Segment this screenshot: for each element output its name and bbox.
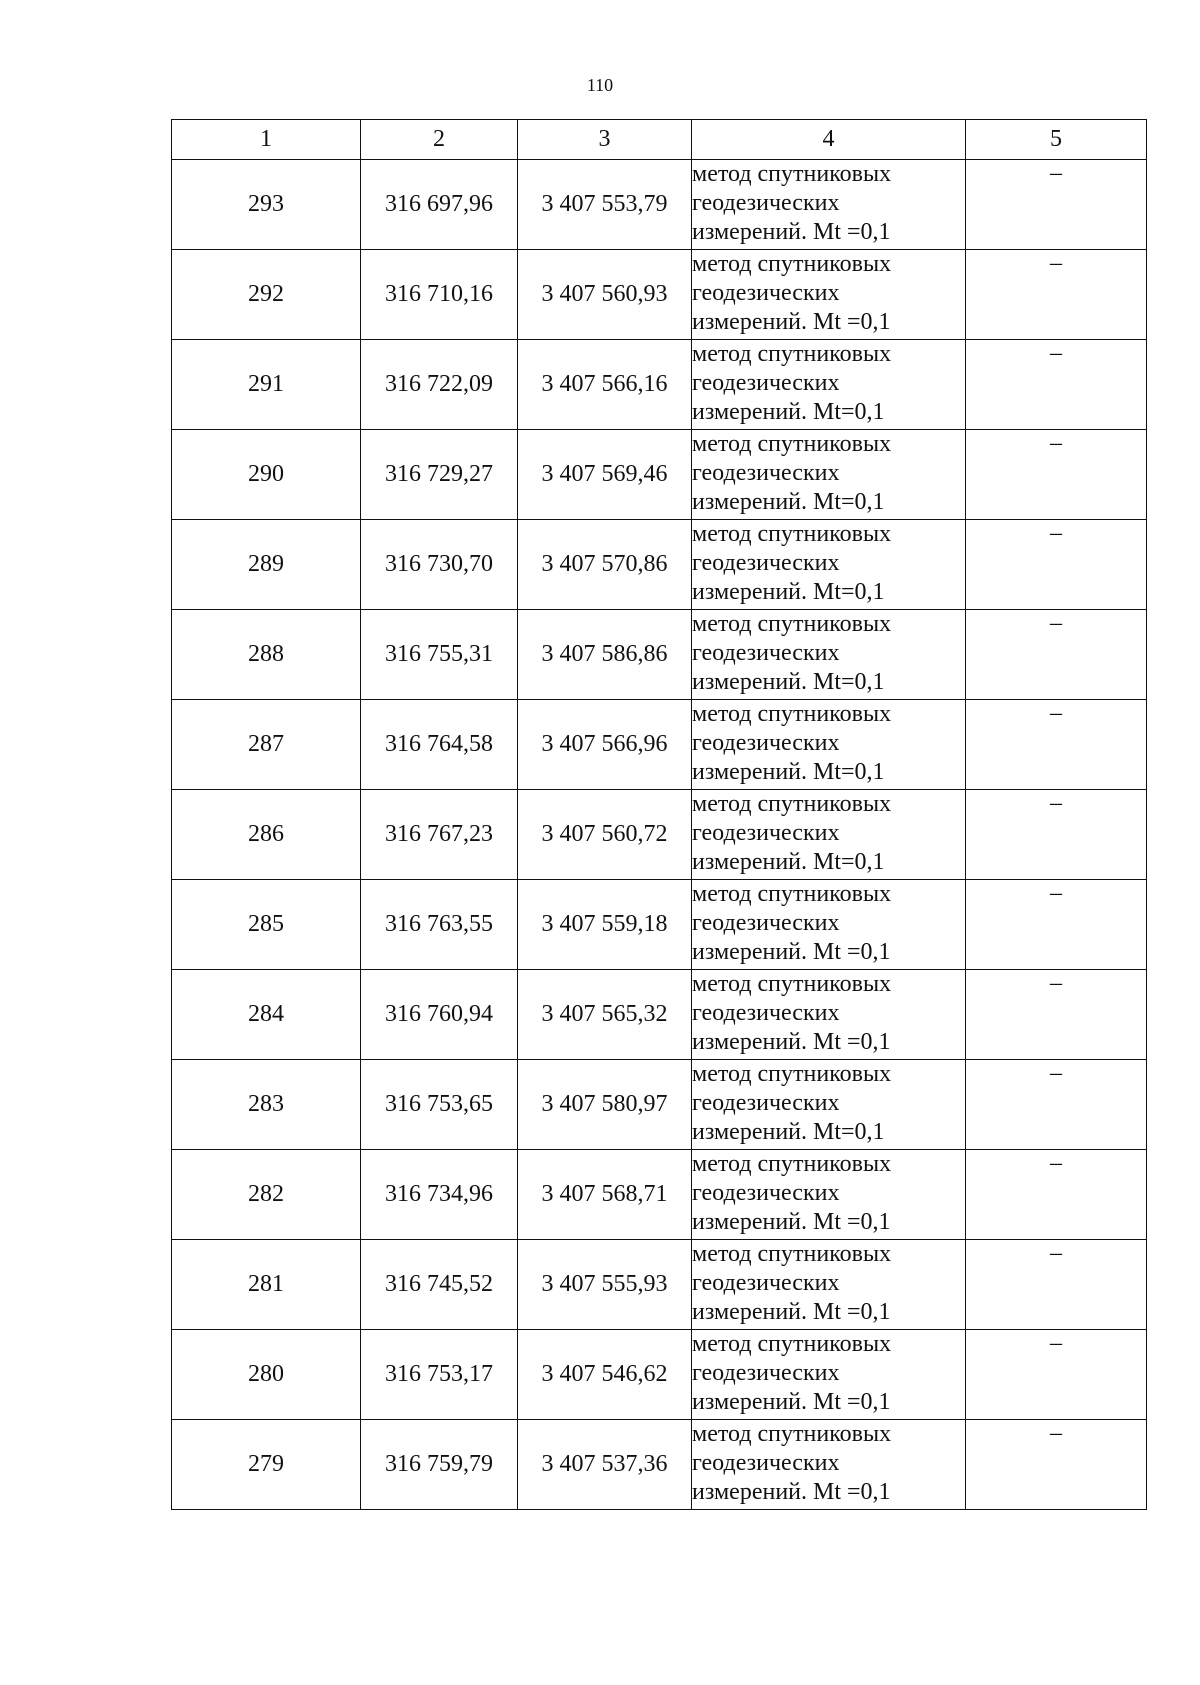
table-row bbox=[172, 790, 1147, 880]
table-row bbox=[172, 430, 1147, 520]
column-header-3: 3 bbox=[518, 120, 692, 160]
y-coordinate-cell: 3 407 569,46 bbox=[518, 430, 692, 520]
method-line: геодезических bbox=[692, 190, 840, 216]
point-number-cell: 291 bbox=[172, 340, 361, 430]
method-line: измерений. Mt=0,1 bbox=[692, 849, 885, 875]
column-header-4: 4 bbox=[692, 120, 966, 160]
coordinates-table bbox=[171, 119, 1147, 1510]
x-coordinate-cell: 316 753,17 bbox=[361, 1330, 518, 1420]
method-cell bbox=[692, 250, 966, 340]
note-cell: – bbox=[966, 1420, 1147, 1510]
x-coordinate-cell: 316 763,55 bbox=[361, 880, 518, 970]
method-line: измерений. Mt =0,1 bbox=[692, 309, 891, 335]
method-cell bbox=[692, 1420, 966, 1510]
note-cell: – bbox=[966, 430, 1147, 520]
point-number-cell: 292 bbox=[172, 250, 361, 340]
note-cell: – bbox=[966, 520, 1147, 610]
method-line: измерений. Mt =0,1 bbox=[692, 219, 891, 245]
table-row bbox=[172, 160, 1147, 250]
y-coordinate-cell: 3 407 553,79 bbox=[518, 160, 692, 250]
point-number-cell: 279 bbox=[172, 1420, 361, 1510]
note-cell: – bbox=[966, 340, 1147, 430]
method-line: метод спутниковых bbox=[692, 161, 892, 187]
column-header-2: 2 bbox=[361, 120, 518, 160]
x-coordinate-cell: 316 697,96 bbox=[361, 160, 518, 250]
x-coordinate-cell: 316 745,52 bbox=[361, 1240, 518, 1330]
table-row bbox=[172, 1420, 1147, 1510]
method-cell bbox=[692, 1240, 966, 1330]
y-coordinate-cell: 3 407 560,72 bbox=[518, 790, 692, 880]
note-cell: – bbox=[966, 700, 1147, 790]
method-line: геодезических bbox=[692, 1000, 840, 1026]
note-cell: – bbox=[966, 880, 1147, 970]
method-line: метод спутниковых bbox=[692, 791, 892, 817]
x-coordinate-cell: 316 760,94 bbox=[361, 970, 518, 1060]
y-coordinate-cell: 3 407 559,18 bbox=[518, 880, 692, 970]
method-cell bbox=[692, 700, 966, 790]
method-cell bbox=[692, 160, 966, 250]
page-number: 110 bbox=[586, 75, 614, 95]
x-coordinate-cell: 316 730,70 bbox=[361, 520, 518, 610]
method-line: измерений. Mt=0,1 bbox=[692, 399, 885, 425]
method-cell bbox=[692, 970, 966, 1060]
method-line: измерений. Mt=0,1 bbox=[692, 1119, 885, 1145]
table-row bbox=[172, 700, 1147, 790]
method-line: геодезических bbox=[692, 730, 840, 756]
x-coordinate-cell: 316 759,79 bbox=[361, 1420, 518, 1510]
method-line: метод спутниковых bbox=[692, 341, 892, 367]
method-line: геодезических bbox=[692, 280, 840, 306]
note-cell: – bbox=[966, 250, 1147, 340]
point-number-cell: 293 bbox=[172, 160, 361, 250]
x-coordinate-cell: 316 767,23 bbox=[361, 790, 518, 880]
y-coordinate-cell: 3 407 537,36 bbox=[518, 1420, 692, 1510]
method-cell bbox=[692, 430, 966, 520]
column-header-1: 1 bbox=[172, 120, 361, 160]
method-line: метод спутниковых bbox=[692, 701, 892, 727]
point-number-cell: 285 bbox=[172, 880, 361, 970]
x-coordinate-cell: 316 753,65 bbox=[361, 1060, 518, 1150]
method-line: метод спутниковых bbox=[692, 881, 892, 907]
y-coordinate-cell: 3 407 566,16 bbox=[518, 340, 692, 430]
point-number-cell: 288 bbox=[172, 610, 361, 700]
method-cell bbox=[692, 1330, 966, 1420]
method-line: метод спутниковых bbox=[692, 431, 892, 457]
method-cell bbox=[692, 610, 966, 700]
y-coordinate-cell: 3 407 565,32 bbox=[518, 970, 692, 1060]
method-line: геодезических bbox=[692, 1360, 840, 1386]
y-coordinate-cell: 3 407 555,93 bbox=[518, 1240, 692, 1330]
y-coordinate-cell: 3 407 560,93 bbox=[518, 250, 692, 340]
table-row bbox=[172, 1330, 1147, 1420]
method-line: измерений. Mt =0,1 bbox=[692, 1479, 891, 1505]
method-line: метод спутниковых bbox=[692, 1061, 892, 1087]
table-body bbox=[172, 160, 1147, 1510]
point-number-cell: 287 bbox=[172, 700, 361, 790]
method-cell bbox=[692, 880, 966, 970]
method-line: метод спутниковых bbox=[692, 1151, 892, 1177]
note-cell: – bbox=[966, 1150, 1147, 1240]
x-coordinate-cell: 316 710,16 bbox=[361, 250, 518, 340]
method-cell bbox=[692, 1060, 966, 1150]
method-line: метод спутниковых bbox=[692, 1331, 892, 1357]
method-line: геодезических bbox=[692, 1090, 840, 1116]
note-cell: – bbox=[966, 1240, 1147, 1330]
note-cell: – bbox=[966, 790, 1147, 880]
method-line: измерений. Mt=0,1 bbox=[692, 489, 885, 515]
point-number-cell: 290 bbox=[172, 430, 361, 520]
method-cell bbox=[692, 1150, 966, 1240]
note-cell: – bbox=[966, 160, 1147, 250]
y-coordinate-cell: 3 407 568,71 bbox=[518, 1150, 692, 1240]
method-line: измерений. Mt =0,1 bbox=[692, 1209, 891, 1235]
method-cell bbox=[692, 520, 966, 610]
method-line: метод спутниковых bbox=[692, 971, 892, 997]
note-cell: – bbox=[966, 1330, 1147, 1420]
method-line: геодезических bbox=[692, 370, 840, 396]
y-coordinate-cell: 3 407 586,86 bbox=[518, 610, 692, 700]
y-coordinate-cell: 3 407 580,97 bbox=[518, 1060, 692, 1150]
method-cell bbox=[692, 340, 966, 430]
method-line: метод спутниковых bbox=[692, 521, 892, 547]
method-line: измерений. Mt=0,1 bbox=[692, 669, 885, 695]
point-number-cell: 284 bbox=[172, 970, 361, 1060]
note-cell: – bbox=[966, 1060, 1147, 1150]
point-number-cell: 280 bbox=[172, 1330, 361, 1420]
method-line: геодезических bbox=[692, 460, 840, 486]
table-row bbox=[172, 1150, 1147, 1240]
table-row bbox=[172, 1060, 1147, 1150]
table-row bbox=[172, 880, 1147, 970]
column-header-5: 5 bbox=[966, 120, 1147, 160]
method-line: геодезических bbox=[692, 1450, 840, 1476]
method-line: геодезических bbox=[692, 640, 840, 666]
method-line: геодезических bbox=[692, 1270, 840, 1296]
method-line: измерений. Mt =0,1 bbox=[692, 1299, 891, 1325]
point-number-cell: 282 bbox=[172, 1150, 361, 1240]
table-header-row bbox=[172, 120, 1147, 160]
point-number-cell: 286 bbox=[172, 790, 361, 880]
method-line: измерений. Mt=0,1 bbox=[692, 759, 885, 785]
method-line: метод спутниковых bbox=[692, 1241, 892, 1267]
table-row bbox=[172, 970, 1147, 1060]
table-row bbox=[172, 520, 1147, 610]
method-line: геодезических bbox=[692, 910, 840, 936]
table-row bbox=[172, 340, 1147, 430]
x-coordinate-cell: 316 764,58 bbox=[361, 700, 518, 790]
method-line: измерений. Mt =0,1 bbox=[692, 1389, 891, 1415]
method-line: измерений. Mt =0,1 bbox=[692, 1029, 891, 1055]
x-coordinate-cell: 316 734,96 bbox=[361, 1150, 518, 1240]
method-line: измерений. Mt =0,1 bbox=[692, 939, 891, 965]
y-coordinate-cell: 3 407 566,96 bbox=[518, 700, 692, 790]
method-line: геодезических bbox=[692, 1180, 840, 1206]
x-coordinate-cell: 316 722,09 bbox=[361, 340, 518, 430]
point-number-cell: 281 bbox=[172, 1240, 361, 1330]
table-row bbox=[172, 610, 1147, 700]
x-coordinate-cell: 316 729,27 bbox=[361, 430, 518, 520]
method-line: измерений. Mt=0,1 bbox=[692, 579, 885, 605]
point-number-cell: 289 bbox=[172, 520, 361, 610]
note-cell: – bbox=[966, 970, 1147, 1060]
method-line: метод спутниковых bbox=[692, 1421, 892, 1447]
table-row bbox=[172, 1240, 1147, 1330]
method-cell bbox=[692, 790, 966, 880]
y-coordinate-cell: 3 407 546,62 bbox=[518, 1330, 692, 1420]
method-line: метод спутниковых bbox=[692, 251, 892, 277]
point-number-cell: 283 bbox=[172, 1060, 361, 1150]
method-line: геодезических bbox=[692, 820, 840, 846]
x-coordinate-cell: 316 755,31 bbox=[361, 610, 518, 700]
note-cell: – bbox=[966, 610, 1147, 700]
table-row bbox=[172, 250, 1147, 340]
method-line: геодезических bbox=[692, 550, 840, 576]
y-coordinate-cell: 3 407 570,86 bbox=[518, 520, 692, 610]
method-line: метод спутниковых bbox=[692, 611, 892, 637]
